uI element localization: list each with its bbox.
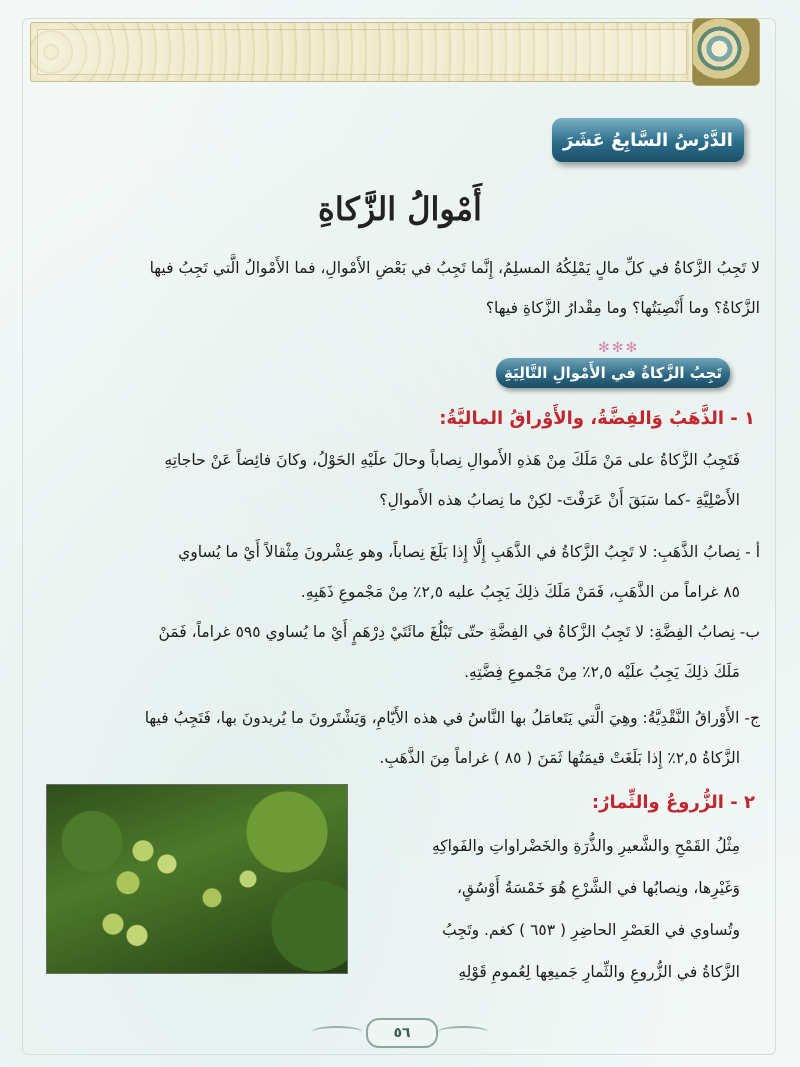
- crops-line-3: وتُساوي في العَصْرِ الحاضِرِ ( ٦٥٣ ) كغم. وتَجِبُ: [442, 921, 740, 939]
- intro-line-2: الزَّكاةُ؟ وما أَنْصِبَتُها؟ وما مِقْدارُ الزَّكاةِ فيها؟: [485, 299, 760, 317]
- fruit-tree-photo: [46, 784, 348, 974]
- gold-line-7: ج- الأَوْراقُ النَّقْدِيَّةُ: وهِيَ الَّتي يَتَعامَلُ بها النَّاسُ في هذه الأَيّامِ، وَيَشْتَرونَ ما يُريدونَ بها، فَتَجِبُ فيها: [144, 709, 760, 727]
- crops-line-4: الزَّكاةُ في الزُّروعِ والثِّمارِ جَميعِها لِعُمومِ قَوْلِهِ: [458, 963, 740, 981]
- sparkle-ornament-icon: ✻✻✻: [598, 340, 640, 356]
- lesson-number-badge: الدَّرْسُ السَّابِعُ عَشَرَ: [552, 118, 744, 162]
- corner-ornament-icon: [692, 18, 760, 86]
- gold-line-6: مَلَكَ ذلِكَ يَجِبُ علَيْه ٢,٥٪ مِنْ مَجْموعِ فِضَّتِهِ.: [464, 663, 740, 681]
- gold-line-5: ب- نِصابُ الفِضَّةِ: لا تَجِبُ الزَّكاةُ في الفِضَّةِ حتّى تَبْلُغَ مائَتَيْ دِرْهَمٍ أَيْ ما يُساوي ٥٩٥ غراماً، فَمَنْ: [158, 623, 760, 641]
- section-gold-heading: ١ - الذَّهَبُ وَالفِضَّةُ، والأَوْراقُ الماليَّةُ:: [439, 408, 755, 429]
- section-crops-heading: ٢ - الزُّروعُ والثِّمارُ:: [591, 792, 755, 813]
- decorative-header-band: [30, 22, 694, 82]
- page-number: ٥٦: [366, 1018, 438, 1048]
- lesson-title: أَمْوالُ الزَّكاةِ: [318, 190, 482, 228]
- gold-line-8: الزَّكاةُ ٢,٥٪ إِذا بَلَغَتْ قيمَتُها ثَمَنَ ( ٨٥ ) غراماً مِنَ الذَّهَبِ.: [379, 749, 740, 767]
- page-number-flourish-left: [312, 1026, 362, 1038]
- crops-line-1: مِثْلُ القَمْحِ والشَّعيرِ والذُّرَةِ والخَضْراواتِ والفَواكِهِ: [431, 837, 740, 855]
- gold-line-3: أ - نِصابُ الذَّهَبِ: لا تَجِبُ الزَّكاةُ في الذَّهَبِ إِلَّا إِذا بَلَغَ نِصاباً، وهو عِشْرونَ مِثْقالاً أَيْ ما يُساوي: [178, 543, 760, 561]
- subheading-badge: تَجِبُ الزَّكاةُ في الأَمْوالِ التَّالِيَةِ: [496, 358, 730, 388]
- gold-line-2: الأَصْلِيَّةِ -كما سَبَقَ أَنْ عَرَفْتَ- لكِنْ ما نِصابُ هذه الأَموالِ؟: [379, 491, 740, 509]
- gold-line-4: ٨٥ غراماً من الذَّهَبِ، فَمَنْ مَلَكَ ذلِكَ يَجِبُ عليه ٢,٥٪ مِنْ مَجْموعِ ذَهَبِهِ.: [300, 583, 740, 601]
- page-number-flourish-right: [438, 1026, 488, 1038]
- intro-line-1: لا تَجِبُ الزَّكاةُ في كلِّ مالٍ يَمْلِكُهُ المسلِمُ، إِنَّما تَجِبُ في بَعْضِ الأَمْوالِ، فما الأَمْوالُ الَّتي تَجِبُ فيها: [149, 259, 760, 277]
- gold-line-1: فَتَجِبُ الزَّكاةُ على مَنْ مَلَكَ مِنْ هَذهِ الأَموالِ نِصاباً وحالَ علَيْهِ الحَوْلُ، وكانَ فائِضاً عَنْ حاجاتِهِ: [164, 451, 740, 469]
- header-band-inner: [37, 29, 687, 75]
- crops-line-2: وَغَيْرِها، ونِصابُها في الشَّرْعِ هُوَ خَمْسَةُ أَوْسُقٍ،: [457, 879, 740, 897]
